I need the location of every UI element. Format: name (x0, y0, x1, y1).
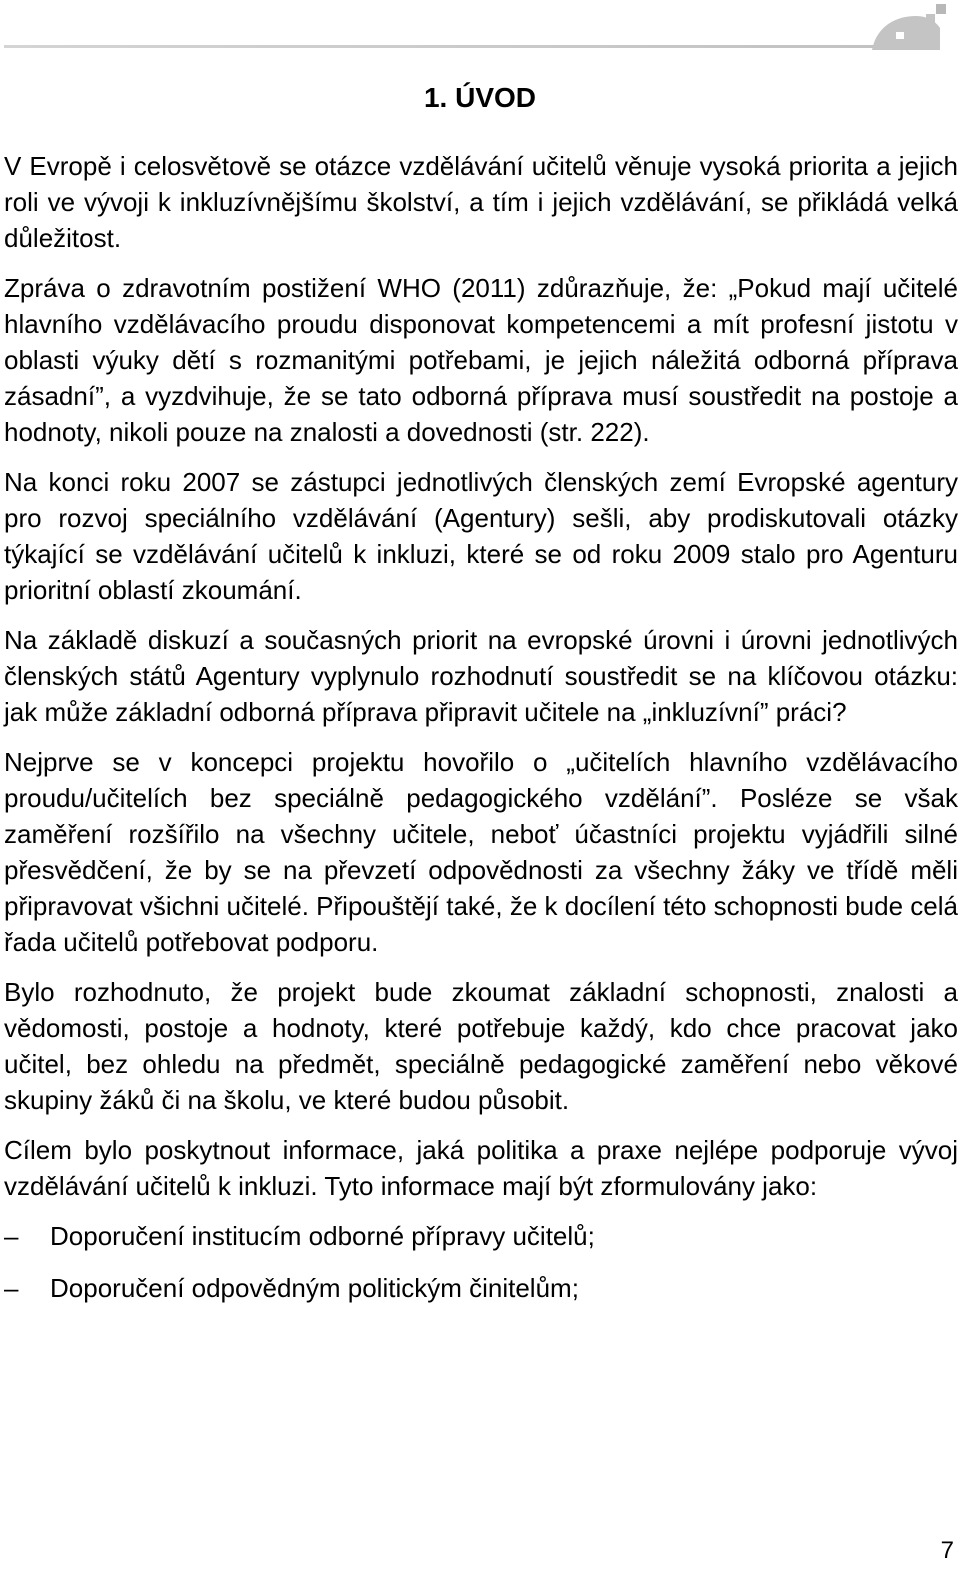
paragraph-who-report: Zpráva o zdravotním postižení WHO (2011) zdůrazňuje, že: „Pokud mají učitelé hlavního vzdělávacího proudu disponovat kompetencemi a mít profesní jistotu v oblasti výuky dětí s rozmanitými potřebami, je jejich náležitá odborná příprava zásadní”, a vyzdvihuje, že se tato odborná příprava musí soustředit na postoje a hodnoty, nikoli pouze na znalosti a dovednosti (str. 222). (4, 273, 958, 447)
paragraph-intro: V Evropě i celosvětově se otázce vzdělávání učitelů věnuje vysoká priorita a jejich roli ve vývoji k inkluzívnějšímu školství, a tím i jejich vzdělávání, se přikládá velká důležitost. (4, 151, 958, 253)
list-item-text: Doporučení odpovědným politickým činitelům; (50, 1273, 579, 1303)
section-heading: 1. ÚVOD (423, 82, 537, 113)
bullet-dash-icon: – (4, 1221, 19, 1251)
list-item (4, 1218, 958, 1254)
list-item-text: Doporučení institucím odborné přípravy učitelů; (50, 1221, 595, 1251)
paragraph-project-concept: Nejprve se v koncepci projektu hovořilo o „učitelích hlavního vzdělávacího proudu/učitelích bez speciálně pedagogického vzdělání”. Posléze se však zaměření rozšířilo na všechny učitele, neboť účastníci projektu vyjádřili silné přesvědčení, že by se na převzetí odpovědnosti za všechny žáky ve třídě měli připravovat všichni učitelé. Připouštějí také, že k docílení této schopnosti bude celá řada učitelů potřebovat podporu. (4, 747, 958, 957)
paragraph-key-question: Na základě diskuzí a současných priorit na evropské úrovni i úrovni jednotlivých členských států Agentury vyplynulo rozhodnutí soustředit se na klíčovou otázku: jak může základní odborná příprava připravit učitele na „inkluzívní” práci? (4, 625, 958, 727)
paragraph-project-scope: Bylo rozhodnuto, že projekt bude zkoumat základní schopnosti, znalosti a vědomosti, postoje a hodnoty, které potřebuje každý, kdo chce pracovat jako učitel, bez ohledu na předmět, speciálně pedagogické zaměření nebo věkové skupiny žáků či na školu, ve které budou působit. (4, 977, 958, 1115)
header-rule (4, 45, 874, 48)
recommendation-list (4, 1218, 958, 1306)
page-number: 7 (940, 1537, 954, 1564)
list-item (4, 1270, 958, 1306)
paragraph-goal: Cílem bylo poskytnout informace, jaká politika a praxe nejlépe podporuje vývoj vzdělávání učitelů k inkluzi. Tyto informace mají být zformulovány jako: (4, 1135, 958, 1201)
bullet-dash-icon: – (4, 1273, 19, 1303)
document-body (4, 148, 958, 1322)
paragraph-agency-meeting: Na konci roku 2007 se zástupci jednotlivých členských zemí Evropské agentury pro rozvoj speciálního vzdělávání (Agentury) sešli, aby prodiskutovali otázky týkající se vzdělávání učitelů k inkluzi, které se od roku 2009 stalo pro Agenturu prioritní oblastí zkoumání. (4, 467, 958, 605)
publisher-logo-icon (870, 2, 952, 50)
